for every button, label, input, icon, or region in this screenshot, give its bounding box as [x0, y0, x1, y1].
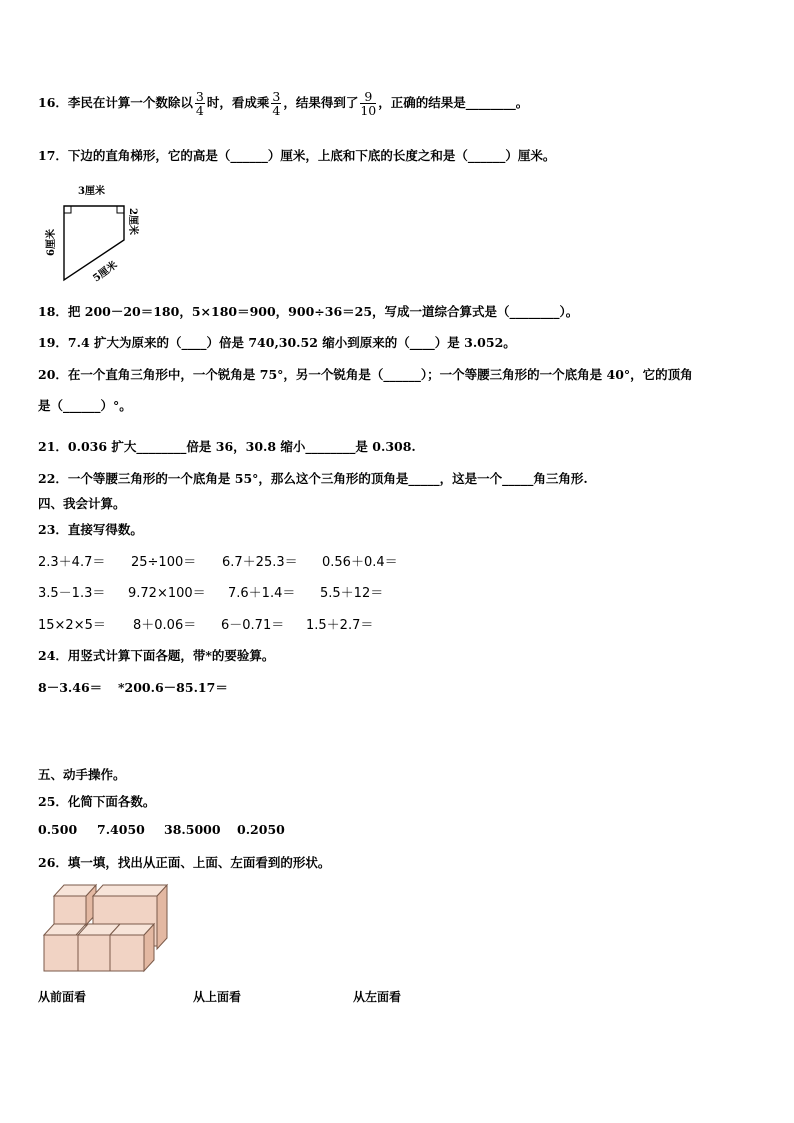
fraction-numerator: 9 — [360, 90, 376, 104]
section-5-heading: 五、动手操作。 — [38, 767, 126, 782]
q25-number: 0.500 — [38, 822, 78, 837]
question-22: 22．一个等腰三角形的一个底角是 55°，那么这个三角形的顶角是_____，这是一个_____角三角形. — [38, 471, 588, 486]
question-26: 26．填一填，找出从正面、上面、左面看到的形状。 — [38, 855, 331, 870]
fraction-denominator: 10 — [360, 103, 377, 119]
q16-num: 16． — [38, 95, 68, 111]
q16-text-2: 时，看成乘 — [206, 95, 270, 111]
calc-item: 1.5＋2.7＝ — [306, 618, 374, 633]
cube — [54, 885, 96, 925]
fraction-denominator: 4 — [272, 103, 281, 119]
q25-number: 0.2050 — [237, 822, 285, 837]
q16-text-3: ，结果得到了 — [283, 95, 359, 111]
section-4-heading: 四、我会计算。 — [38, 496, 126, 511]
question-18: 18．把 200－20＝180，5×180＝900，900÷36＝25，写成一道综合算式是（________）。 — [38, 304, 579, 319]
q16-text-1: 李民在计算一个数除以 — [67, 95, 193, 111]
fraction-9-10 — [360, 90, 376, 117]
q25-number: 7.4050 — [97, 822, 145, 837]
calc-item: 6.7＋25.3＝ — [222, 555, 298, 570]
question-16 — [38, 90, 528, 117]
top-base-label: 3厘米 — [78, 186, 105, 197]
fraction-numerator: 3 — [272, 89, 281, 104]
calc-item: 6－0.71＝ — [221, 618, 285, 633]
question-20-line-2: 是（______）°。 — [38, 398, 132, 413]
right-angle-mark-left — [64, 206, 71, 213]
question-17: 17．下边的直角梯形，它的高是（______）厘米，上底和下底的长度之和是（______）厘米。 — [38, 148, 556, 163]
left-height-label: 6厘米 — [46, 229, 57, 256]
q25-number: 38.5000 — [164, 822, 221, 837]
slant-side-label: 5厘米 — [91, 259, 120, 285]
calc-item: 25÷100＝ — [131, 555, 197, 570]
cube — [110, 924, 154, 971]
fraction-denominator: 4 — [195, 103, 204, 119]
q16-text-4: ，正确的结果是________。 — [378, 95, 529, 111]
calc-item: 15×2×5＝ — [38, 618, 106, 633]
calc-item: 7.6＋1.4＝ — [228, 586, 296, 601]
question-20-line-1: 20．在一个直角三角形中，一个锐角是 75°，另一个锐角是（______）；一个等腰三角形的一个底角是 40°，它的顶角 — [38, 367, 693, 382]
fraction-numerator: 3 — [195, 89, 204, 104]
question-23: 23．直接写得数。 — [38, 522, 143, 537]
calc-item: 5.5＋12＝ — [320, 586, 384, 601]
question-21: 21．0.036 扩大________倍是 36，30.8 缩小________是 0.308. — [38, 439, 416, 454]
view-label-top: 从上面看 — [193, 990, 242, 1004]
cube-stack-figure — [40, 878, 175, 976]
calc-item: 9.72×100＝ — [128, 586, 206, 601]
calc-item: 0.56＋0.4＝ — [322, 555, 398, 570]
q24-problem-1: 8－3.46＝ — [38, 680, 103, 695]
question-25: 25．化简下面各数。 — [38, 794, 156, 809]
fraction-3-4-a — [195, 90, 205, 117]
calc-item: 3.5－1.3＝ — [38, 586, 106, 601]
question-24: 24．用竖式计算下面各题，带*的要验算。 — [38, 648, 275, 663]
fraction-3-4-b — [271, 90, 281, 117]
calc-item: 8＋0.06＝ — [133, 618, 197, 633]
calc-item: 2.3＋4.7＝ — [38, 555, 106, 570]
right-trapezoid-figure — [38, 178, 148, 288]
right-angle-mark-right — [117, 206, 124, 213]
right-side-label: 2厘米 — [127, 208, 138, 235]
question-19: 19．7.4 扩大为原来的（____）倍是 740,30.52 缩小到原来的（____）是 3.052。 — [38, 335, 516, 350]
view-label-front: 从前面看 — [38, 990, 87, 1004]
q24-problem-2: *200.6－85.17＝ — [118, 680, 228, 695]
view-label-left: 从左面看 — [353, 990, 402, 1004]
